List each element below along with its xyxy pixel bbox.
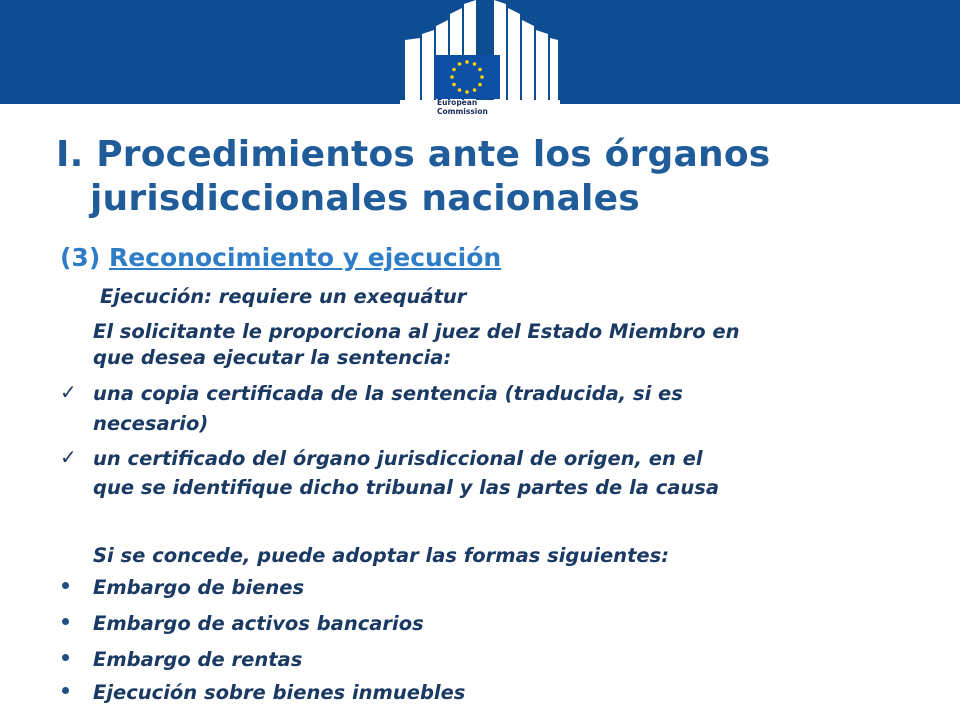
eu-star-icon bbox=[458, 88, 462, 92]
checklist-item-1-line-2: necesario) bbox=[93, 412, 209, 435]
check-icon: ✓ bbox=[60, 445, 77, 469]
checklist-item-1-line-1: una copia certificada de la sentencia (traducida, si es bbox=[93, 382, 683, 405]
eu-star-icon bbox=[452, 83, 456, 87]
checklist-item-2-line-1: un certificado del órgano jurisdiccional de origen, en el bbox=[93, 447, 703, 470]
eu-star-icon bbox=[473, 62, 477, 66]
eu-star-icon bbox=[478, 83, 482, 87]
eu-star-icon bbox=[465, 90, 469, 94]
bullet-item-2: Embargo de activos bancarios bbox=[93, 612, 424, 635]
bullet-icon bbox=[62, 654, 69, 661]
eu-star-icon bbox=[450, 75, 454, 79]
subtitle-number: (3) bbox=[60, 243, 101, 272]
checklist-item-2-line-2: que se identifique dicho tribunal y las partes de la causa bbox=[93, 476, 720, 499]
logo-text: European Commission bbox=[437, 98, 488, 116]
eu-star-icon bbox=[452, 68, 456, 72]
title-line-1: I. Procedimientos ante los órganos bbox=[56, 134, 771, 175]
intro-line-1: El solicitante le proporciona al juez del Estado Miembro en bbox=[93, 320, 740, 343]
subtitle-link[interactable]: Reconocimiento y ejecución bbox=[108, 243, 502, 272]
eu-star-icon bbox=[465, 60, 469, 64]
eu-star-icon bbox=[473, 88, 477, 92]
exequatur-text: Ejecución: requiere un exequátur bbox=[100, 285, 467, 308]
section-subtitle bbox=[60, 238, 501, 278]
check-icon: ✓ bbox=[60, 380, 77, 404]
forms-intro: Si se concede, puede adoptar las formas siguientes: bbox=[93, 544, 670, 567]
page-title bbox=[56, 133, 936, 221]
eu-star-icon bbox=[458, 62, 462, 66]
eu-star-icon bbox=[480, 75, 484, 79]
eu-star-icon bbox=[478, 68, 482, 72]
intro-line-2: que desea ejecutar la sentencia: bbox=[93, 346, 452, 369]
bullet-icon bbox=[62, 582, 69, 589]
bullet-icon bbox=[62, 687, 69, 694]
european-commission-logo bbox=[400, 0, 560, 140]
bullet-item-4: Ejecución sobre bienes inmuebles bbox=[93, 681, 466, 704]
bullet-icon bbox=[62, 618, 69, 625]
title-line-2: jurisdiccionales nacionales bbox=[90, 178, 640, 219]
bullet-item-3: Embargo de rentas bbox=[93, 648, 303, 671]
bullet-item-1: Embargo de bienes bbox=[93, 576, 305, 599]
